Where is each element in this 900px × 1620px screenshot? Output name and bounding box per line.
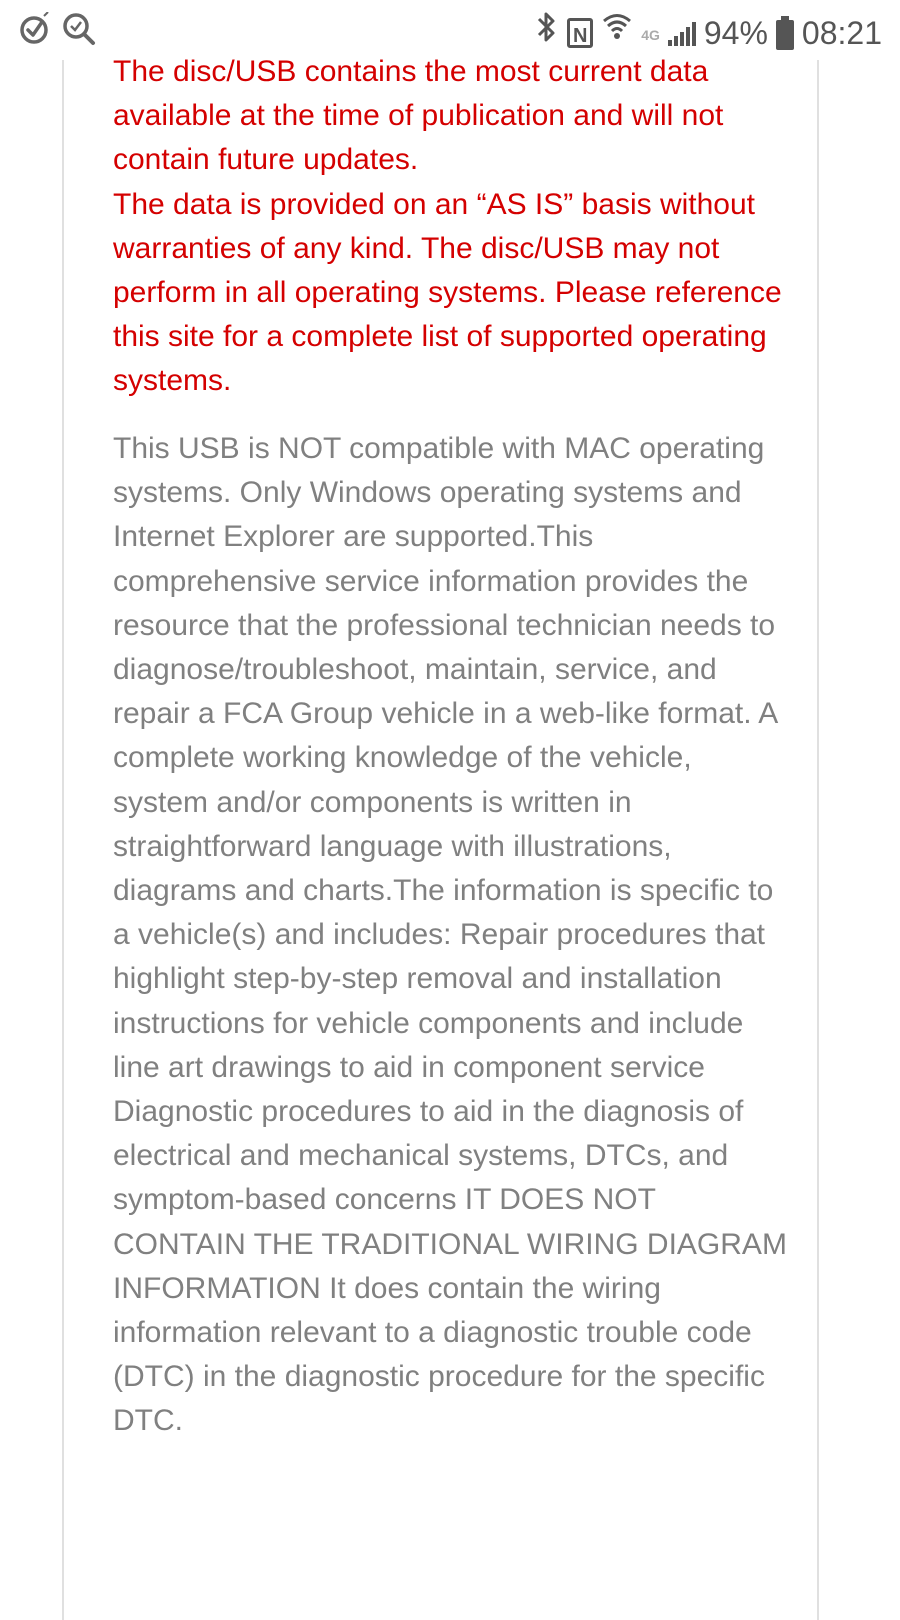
warning-text — [113, 50, 793, 404]
search-icon — [62, 12, 96, 51]
warning-paragraph-1: The disc/USB contains the most current data available at the time of publication and will not contain future updates. — [113, 55, 724, 177]
status-bar-left — [18, 12, 96, 51]
signal-icon — [668, 20, 696, 46]
network-type-label: 4G — [641, 27, 660, 43]
nfc-icon: N — [567, 18, 593, 48]
battery-percent: 94% — [703, 15, 768, 51]
warning-paragraph-2: The data is provided on an “AS IS” basis without warranties of any kind. The disc/USB may not perform in all operating systems. Please reference this site for a complete list of supported operating systems. — [113, 187, 782, 398]
description-paragraph: This USB is NOT compatible with MAC operating systems. Only Windows operating systems and Internet Explorer are supported.This comprehensive service information provides the resource that the professional technician needs to diagnose/troubleshoot, maintain, service, and repair a FCA Group vehicle in a web-like format. A complete working knowledge of the vehicle, system and/or components is written in straightforward language with illustrations, diagrams and charts.The information is specific to a vehicle(s) and includes: Repair procedures that highlight step-by-step removal and installation instructions for vehicle components and include line art drawings to aid in component service Diagnostic procedures to aid in the diagnosis of electrical and mechanical systems, DTCs, and symptom-based concerns IT DOES NOT CONTAIN THE TRADITIONAL WIRING DIAGRAM INFORMATION It does contain the wiring information relevant to a diagnostic trouble code (DTC) in the diagnostic procedure for the specific DTC. — [113, 432, 787, 1438]
clock: 08:21 — [801, 15, 882, 51]
product-description — [113, 427, 793, 1444]
check-circle-icon — [18, 12, 52, 51]
battery-icon — [776, 20, 794, 50]
